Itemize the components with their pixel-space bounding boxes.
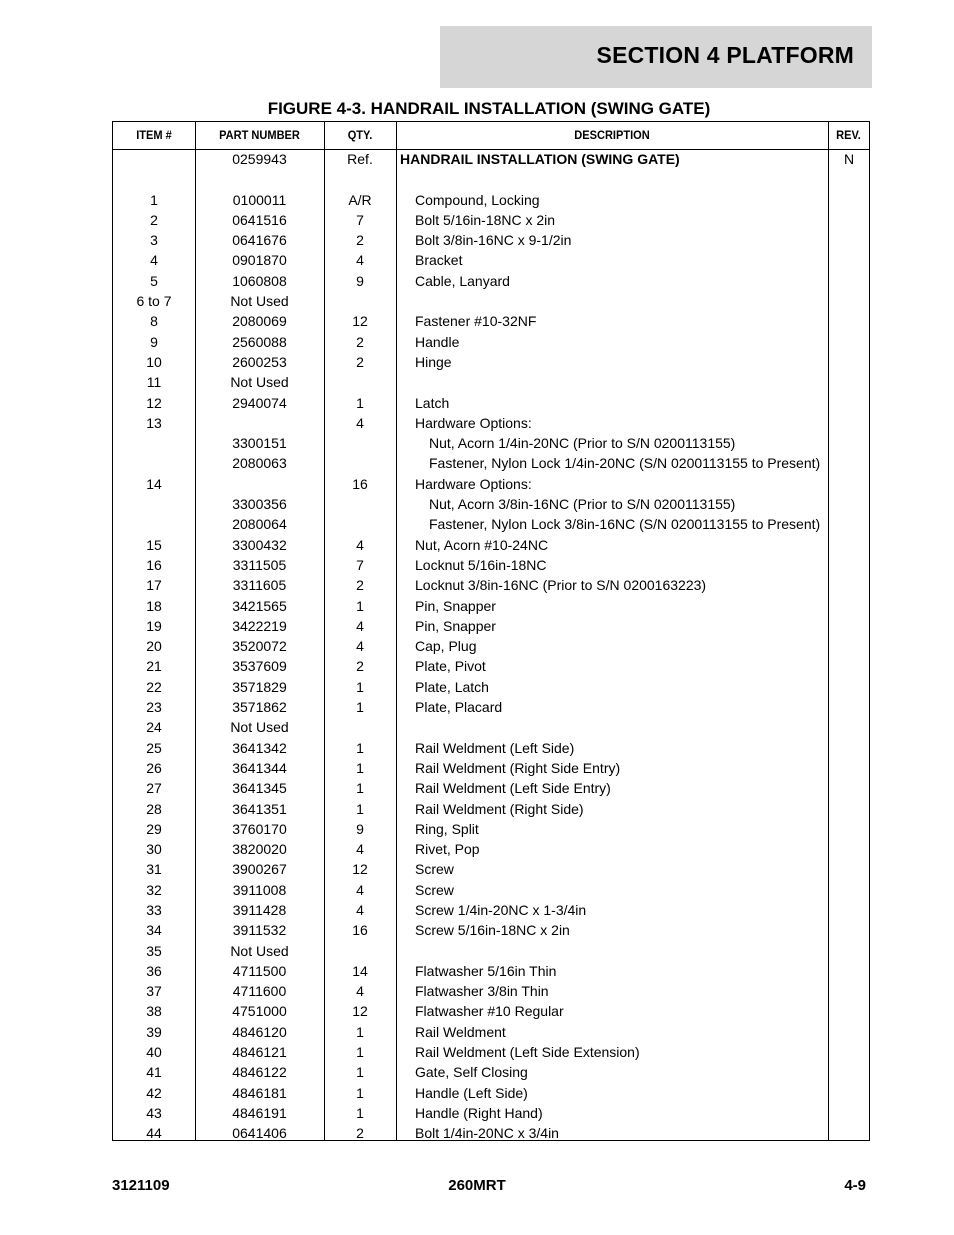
item-number-cell: 6 to 7 bbox=[136, 293, 172, 310]
quantity-cell: 9 bbox=[356, 820, 364, 837]
part-number-cell: 3300356 bbox=[232, 496, 287, 513]
table-row bbox=[113, 717, 869, 737]
quantity-cell: 1 bbox=[356, 678, 364, 695]
description-cell: Rail Weldment (Left Side Entry) bbox=[415, 780, 611, 797]
description-cell: Screw bbox=[415, 861, 454, 878]
part-number-cell: 1060808 bbox=[232, 272, 287, 289]
description-cell: Rail Weldment (Right Side Entry) bbox=[415, 759, 621, 776]
item-number-cell: 34 bbox=[146, 922, 162, 939]
part-number-cell: 2940074 bbox=[232, 394, 287, 411]
item-number-cell: 22 bbox=[146, 678, 162, 695]
item-number-cell: 23 bbox=[146, 699, 162, 716]
part-number-cell: 4711500 bbox=[232, 962, 287, 979]
item-number-cell: 36 bbox=[146, 962, 162, 979]
part-number-cell: 3520072 bbox=[232, 638, 287, 655]
description-cell: Fastener, Nylon Lock 3/8in-16NC (S/N 0200113155 to Present) bbox=[429, 516, 821, 533]
item-number-cell: 43 bbox=[146, 1104, 162, 1121]
quantity-cell: Ref. bbox=[347, 151, 373, 167]
description-cell: Handle (Right Hand) bbox=[415, 1104, 543, 1121]
item-number-cell: 44 bbox=[146, 1125, 162, 1142]
revision-cell: N bbox=[843, 151, 855, 167]
quantity-cell: 12 bbox=[352, 861, 368, 878]
part-number-cell: 0641676 bbox=[232, 232, 287, 249]
quantity-cell: 4 bbox=[356, 536, 364, 553]
quantity-cell: 1 bbox=[356, 759, 364, 776]
quantity-cell: 12 bbox=[352, 1003, 368, 1020]
item-number-cell: 38 bbox=[146, 1003, 162, 1020]
part-number-cell: 4846120 bbox=[232, 1023, 287, 1040]
item-number-cell: 11 bbox=[146, 374, 162, 391]
quantity-cell: 1 bbox=[356, 394, 364, 411]
table-row bbox=[113, 1001, 869, 1021]
part-number-cell: 3300151 bbox=[232, 435, 287, 452]
description-cell: Rail Weldment (Left Side Extension) bbox=[415, 1044, 640, 1061]
model-name: 260MRT bbox=[448, 1177, 506, 1194]
table-row bbox=[113, 555, 869, 575]
item-number-cell: 4 bbox=[150, 252, 158, 269]
table-row bbox=[113, 230, 869, 250]
section-title: SECTION 4 PLATFORM bbox=[596, 42, 854, 68]
part-number-cell: Not Used bbox=[230, 293, 289, 310]
quantity-cell: 4 bbox=[356, 841, 364, 858]
item-number-cell: 3 bbox=[150, 232, 158, 249]
item-number-cell: 15 bbox=[146, 536, 162, 553]
item-number-cell: 37 bbox=[146, 983, 162, 1000]
table-row bbox=[113, 372, 869, 392]
doc-number: 3121109 bbox=[112, 1177, 170, 1194]
table-row bbox=[113, 514, 869, 534]
quantity-cell: 2 bbox=[356, 232, 364, 249]
table-row bbox=[113, 697, 869, 717]
description-cell: Ring, Split bbox=[415, 820, 479, 837]
column-header-item: ITEM # bbox=[136, 128, 172, 142]
description-cell: Flatwasher 3/8in Thin bbox=[415, 983, 549, 1000]
item-number-cell: 31 bbox=[146, 861, 162, 878]
part-number-cell: 4751000 bbox=[232, 1003, 287, 1020]
item-number-cell: 14 bbox=[146, 475, 162, 492]
description-cell: Screw bbox=[415, 881, 454, 898]
description-cell: HANDRAIL INSTALLATION (SWING GATE) bbox=[400, 151, 680, 167]
description-cell: Cable, Lanyard bbox=[415, 272, 510, 289]
description-cell: Locknut 5/16in-18NC bbox=[415, 556, 547, 573]
table-row bbox=[113, 1103, 869, 1123]
quantity-cell: 1 bbox=[356, 739, 364, 756]
table-row bbox=[113, 880, 869, 900]
item-number-cell: 20 bbox=[146, 638, 162, 655]
item-number-cell: 26 bbox=[146, 759, 162, 776]
item-number-cell: 1 bbox=[150, 191, 158, 208]
description-cell: Rivet, Pop bbox=[415, 841, 480, 858]
table-row bbox=[113, 596, 869, 616]
quantity-cell: 1 bbox=[356, 1023, 364, 1040]
table-body bbox=[113, 149, 869, 1144]
part-number-cell: 0641406 bbox=[232, 1125, 287, 1142]
column-header-rev: REV. bbox=[836, 128, 861, 142]
table-row bbox=[113, 1022, 869, 1042]
table-row bbox=[113, 738, 869, 758]
quantity-cell: 4 bbox=[356, 252, 364, 269]
part-number-cell: 3911532 bbox=[232, 922, 287, 939]
item-number-cell: 28 bbox=[146, 800, 162, 817]
table-row bbox=[113, 190, 869, 210]
description-cell: Nut, Acorn 1/4in-20NC (Prior to S/N 0200113155) bbox=[429, 435, 736, 452]
column-header-description: DESCRIPTION bbox=[574, 128, 650, 142]
quantity-cell: 1 bbox=[356, 1064, 364, 1081]
quantity-cell: 7 bbox=[356, 211, 364, 228]
part-number-cell: 4846191 bbox=[232, 1104, 287, 1121]
table-row bbox=[113, 941, 869, 961]
item-number-cell: 2 bbox=[150, 211, 158, 228]
quantity-cell: 2 bbox=[356, 1125, 364, 1142]
table-row bbox=[113, 1123, 869, 1143]
description-cell: Bolt 3/8in-16NC x 9-1/2in bbox=[415, 232, 572, 249]
table-row bbox=[113, 758, 869, 778]
table-row bbox=[113, 656, 869, 676]
description-cell: Flatwasher 5/16in Thin bbox=[415, 962, 557, 979]
part-number-cell: 2080069 bbox=[232, 313, 287, 330]
item-number-cell: 41 bbox=[146, 1064, 162, 1081]
part-number-cell: 3641344 bbox=[232, 759, 287, 776]
description-cell: Bolt 1/4in-20NC x 3/4in bbox=[415, 1125, 559, 1142]
description-cell: Plate, Pivot bbox=[415, 658, 486, 675]
part-number-cell: 4846121 bbox=[232, 1044, 287, 1061]
part-number-cell: 3421565 bbox=[232, 597, 287, 614]
quantity-cell: 9 bbox=[356, 272, 364, 289]
part-number-cell: 3760170 bbox=[232, 820, 287, 837]
parts-table bbox=[112, 121, 870, 1141]
quantity-cell: 4 bbox=[356, 983, 364, 1000]
column-header-part-number: PART NUMBER bbox=[219, 128, 300, 142]
description-cell: Screw 5/16in-18NC x 2in bbox=[415, 922, 570, 939]
quantity-cell: 2 bbox=[356, 353, 364, 370]
table-row bbox=[113, 413, 869, 433]
page-number: 4-9 bbox=[844, 1177, 866, 1194]
description-cell: Screw 1/4in-20NC x 1-3/4in bbox=[415, 901, 587, 918]
part-number-cell: 3641351 bbox=[232, 800, 287, 817]
quantity-cell: 1 bbox=[356, 780, 364, 797]
quantity-cell: 1 bbox=[356, 1044, 364, 1061]
item-number-cell: 27 bbox=[146, 780, 162, 797]
table-row bbox=[113, 250, 869, 270]
description-cell: Gate, Self Closing bbox=[415, 1064, 528, 1081]
description-cell: Nut, Acorn #10-24NC bbox=[415, 536, 549, 553]
quantity-cell: 1 bbox=[356, 597, 364, 614]
quantity-cell: 4 bbox=[356, 638, 364, 655]
quantity-cell: 2 bbox=[356, 577, 364, 594]
description-cell: Hinge bbox=[415, 353, 452, 370]
item-number-cell: 18 bbox=[146, 597, 162, 614]
item-number-cell: 32 bbox=[146, 881, 162, 898]
column-header-qty: QTY. bbox=[347, 128, 373, 142]
quantity-cell: 4 bbox=[356, 414, 364, 431]
table-row bbox=[113, 433, 869, 453]
quantity-cell: 2 bbox=[356, 333, 364, 350]
table-row bbox=[113, 291, 869, 311]
part-number-cell: 3300432 bbox=[232, 536, 287, 553]
table-row bbox=[113, 677, 869, 697]
part-number-cell: 3820020 bbox=[232, 841, 287, 858]
table-row bbox=[113, 352, 869, 372]
table-row bbox=[113, 1042, 869, 1062]
description-cell: Bolt 5/16in-18NC x 2in bbox=[415, 211, 556, 228]
quantity-cell: 16 bbox=[352, 475, 368, 492]
part-number-cell: 0259943 bbox=[232, 151, 287, 167]
item-number-cell: 30 bbox=[146, 841, 162, 858]
item-number-cell: 24 bbox=[146, 719, 162, 736]
quantity-cell: 1 bbox=[356, 699, 364, 716]
part-number-cell: 2080064 bbox=[232, 516, 287, 533]
item-number-cell: 29 bbox=[146, 820, 162, 837]
table-row bbox=[113, 636, 869, 656]
description-cell: Fastener, Nylon Lock 1/4in-20NC (S/N 0200113155 to Present) bbox=[429, 455, 821, 472]
description-cell: Fastener #10-32NF bbox=[415, 313, 537, 330]
description-cell: Bracket bbox=[415, 252, 463, 269]
table-row bbox=[113, 535, 869, 555]
part-number-cell: 3422219 bbox=[232, 617, 287, 634]
table-row bbox=[113, 575, 869, 595]
description-cell: Rail Weldment (Right Side) bbox=[415, 800, 584, 817]
item-number-cell: 25 bbox=[146, 739, 162, 756]
item-number-cell: 21 bbox=[146, 658, 162, 675]
description-cell: Cap, Plug bbox=[415, 638, 477, 655]
section-header-box bbox=[440, 26, 872, 88]
item-number-cell: 5 bbox=[150, 272, 158, 289]
quantity-cell: 2 bbox=[356, 658, 364, 675]
table-row bbox=[113, 311, 869, 331]
quantity-cell: A/R bbox=[348, 191, 372, 208]
table-row bbox=[113, 453, 869, 473]
table-row bbox=[113, 271, 869, 291]
quantity-cell: 4 bbox=[356, 881, 364, 898]
description-cell: Latch bbox=[415, 394, 450, 411]
part-number-cell: 0100011 bbox=[232, 191, 287, 208]
quantity-cell: 1 bbox=[356, 800, 364, 817]
part-number-cell: 4846122 bbox=[232, 1064, 287, 1081]
description-cell: Rail Weldment bbox=[415, 1023, 506, 1040]
table-row bbox=[113, 799, 869, 819]
table-row bbox=[113, 494, 869, 514]
description-cell: Hardware Options: bbox=[415, 475, 532, 492]
table-row bbox=[113, 616, 869, 636]
part-number-cell: 2560088 bbox=[232, 333, 287, 350]
item-number-cell: 9 bbox=[150, 333, 158, 350]
quantity-cell: 1 bbox=[356, 1084, 364, 1101]
table-row bbox=[113, 149, 869, 169]
item-number-cell: 13 bbox=[146, 414, 162, 431]
item-number-cell: 10 bbox=[146, 353, 162, 370]
part-number-cell: 2600253 bbox=[232, 353, 287, 370]
item-number-cell: 40 bbox=[146, 1044, 162, 1061]
part-number-cell: 4711600 bbox=[232, 983, 287, 1000]
part-number-cell: Not Used bbox=[230, 374, 289, 391]
description-cell: Locknut 3/8in-16NC (Prior to S/N 0200163223) bbox=[415, 577, 707, 594]
part-number-cell: 3311605 bbox=[232, 577, 287, 594]
table-row bbox=[113, 474, 869, 494]
part-number-cell: Not Used bbox=[230, 942, 289, 959]
description-cell: Handle bbox=[415, 333, 460, 350]
part-number-cell: 3641342 bbox=[232, 739, 287, 756]
item-number-cell: 39 bbox=[146, 1023, 162, 1040]
table-row bbox=[113, 961, 869, 981]
description-cell: Hardware Options: bbox=[415, 414, 532, 431]
item-number-cell: 8 bbox=[150, 313, 158, 330]
item-number-cell: 19 bbox=[146, 617, 162, 634]
table-row bbox=[113, 169, 869, 189]
item-number-cell: 16 bbox=[146, 556, 162, 573]
table-row bbox=[113, 981, 869, 1001]
quantity-cell: 4 bbox=[356, 901, 364, 918]
description-cell: Plate, Latch bbox=[415, 678, 489, 695]
table-row bbox=[113, 778, 869, 798]
table-row bbox=[113, 900, 869, 920]
table-row bbox=[113, 839, 869, 859]
table-row bbox=[113, 859, 869, 879]
part-number-cell: 0641516 bbox=[232, 211, 287, 228]
part-number-cell: 3900267 bbox=[232, 861, 287, 878]
part-number-cell: 3911428 bbox=[232, 901, 287, 918]
description-cell: Rail Weldment (Left Side) bbox=[415, 739, 575, 756]
quantity-cell: 1 bbox=[356, 1104, 364, 1121]
table-row bbox=[113, 1062, 869, 1082]
description-cell: Pin, Snapper bbox=[415, 617, 496, 634]
item-number-cell: 17 bbox=[146, 577, 162, 594]
item-number-cell: 12 bbox=[146, 394, 162, 411]
table-row bbox=[113, 1083, 869, 1103]
quantity-cell: 4 bbox=[356, 617, 364, 634]
part-number-cell: 3641345 bbox=[232, 780, 287, 797]
description-cell: Pin, Snapper bbox=[415, 597, 496, 614]
table-row bbox=[113, 393, 869, 413]
description-cell: Nut, Acorn 3/8in-16NC (Prior to S/N 0200113155) bbox=[429, 496, 736, 513]
part-number-cell: 3911008 bbox=[232, 881, 287, 898]
item-number-cell: 42 bbox=[146, 1084, 162, 1101]
table-row bbox=[113, 332, 869, 352]
part-number-cell: 2080063 bbox=[232, 455, 287, 472]
part-number-cell: 3571829 bbox=[232, 678, 287, 695]
part-number-cell: 3537609 bbox=[232, 658, 287, 675]
item-number-cell: 33 bbox=[146, 901, 162, 918]
quantity-cell: 14 bbox=[352, 962, 368, 979]
quantity-cell: 12 bbox=[352, 313, 368, 330]
item-number-cell: 35 bbox=[146, 942, 162, 959]
table-row bbox=[113, 920, 869, 940]
quantity-cell: 7 bbox=[356, 556, 364, 573]
description-cell: Handle (Left Side) bbox=[415, 1084, 528, 1101]
description-cell: Plate, Placard bbox=[415, 699, 503, 716]
part-number-cell: 4846181 bbox=[232, 1084, 287, 1101]
quantity-cell: 16 bbox=[352, 922, 368, 939]
part-number-cell: Not Used bbox=[230, 719, 289, 736]
part-number-cell: 0901870 bbox=[232, 252, 287, 269]
table-row bbox=[113, 819, 869, 839]
part-number-cell: 3311505 bbox=[232, 556, 287, 573]
figure-title: FIGURE 4-3. HANDRAIL INSTALLATION (SWING GATE) bbox=[267, 99, 711, 118]
description-cell: Compound, Locking bbox=[415, 191, 540, 208]
part-number-cell: 3571862 bbox=[232, 699, 287, 716]
table-row bbox=[113, 210, 869, 230]
description-cell: Flatwasher #10 Regular bbox=[415, 1003, 564, 1020]
